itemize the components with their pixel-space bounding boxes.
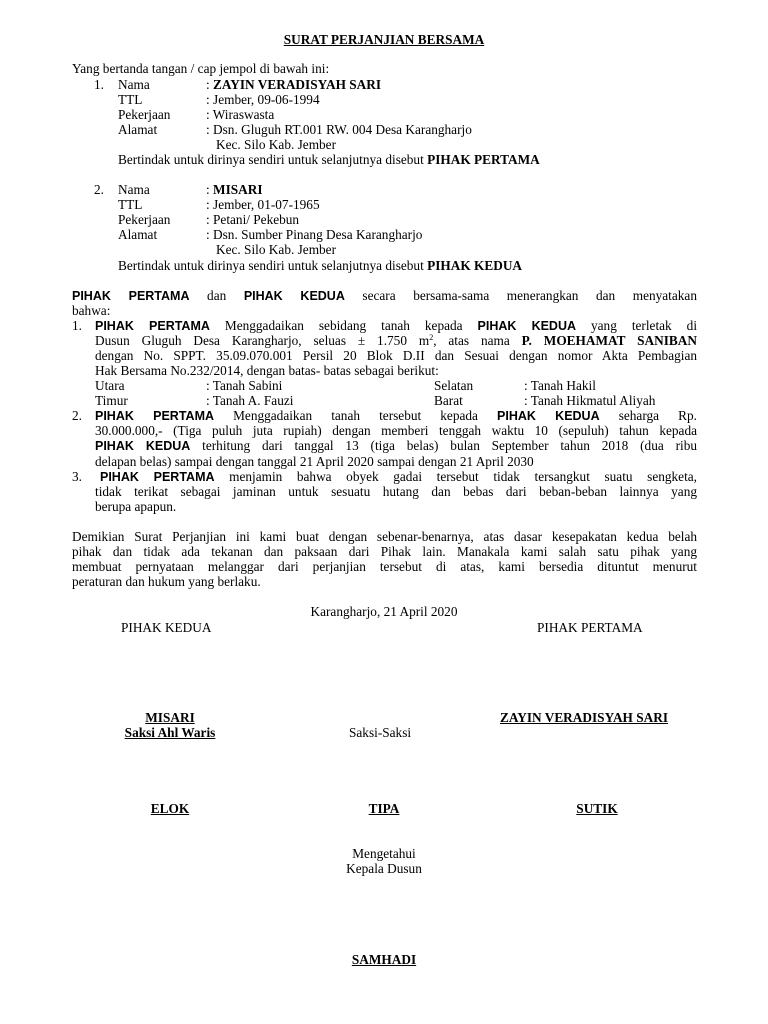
witness-tipa: TIPA — [368, 801, 400, 816]
clause-1-line-1: PIHAK PERTAMA Menggadaikan sebidang tanah kepada PIHAK KEDUA yang terletak di — [95, 318, 698, 333]
border-north-value: : Tanah Sabini — [206, 378, 283, 393]
clause-2-line-1: PIHAK PERTAMA Menggadaikan tanah tersebut kepada PIHAK KEDUA seharga Rp. — [95, 408, 697, 423]
witnesses-label: Saksi-Saksi — [349, 725, 412, 740]
clause-3-line-1: PIHAK PERTAMA menjamin bahwa obyek gadai tersebut tidak tersangkut suatu sengketa, — [100, 469, 697, 484]
left-signatory-name: MISARI — [145, 710, 195, 725]
left-role-label: PIHAK KEDUA — [121, 620, 212, 635]
party-2-address-value: : Dsn. Sumber Pinang Desa Karangharjo — [206, 227, 423, 242]
party-1-ttl-value: : Jember, 09-06-1994 — [206, 92, 320, 107]
clause-2-line-4: delapan belas) sampai dengan tanggal 21 April 2020 sampai dengan 21 April 2030 — [95, 454, 534, 469]
party-1-name-label: Nama — [118, 77, 150, 92]
party-2-role-line: Bertindak untuk dirinya sendiri untuk selanjutnya disebut PIHAK KEDUA — [118, 258, 523, 273]
right-signatory-name: ZAYIN VERADISYAH SARI — [500, 710, 668, 725]
clause-2-number: 2. — [72, 408, 82, 423]
clause-3-line-2: tidak terikat sebagai jaminan untuk sesuatu hutang dan bebas dari beban-beban lainnya yang — [95, 484, 697, 499]
border-south-value: : Tanah Hakil — [524, 378, 596, 393]
party-1-job-value: : Wiraswasta — [206, 107, 275, 122]
clause-2-line-2: 30.000.000,- (Tiga puluh juta rupiah) dengan memberi tenggah waktu 10 (sepuluh) tahun kepada — [95, 423, 697, 438]
right-role-label: PIHAK PERTAMA — [537, 620, 643, 635]
clause-1-line-3: dengan No. SPPT. 35.09.070.001 Persil 20 Blok D.II dan Sesuai dengan nomor Akta Pembagian — [95, 348, 697, 363]
party-2-ttl-label: TTL — [118, 197, 143, 212]
clause-1-number: 1. — [72, 318, 82, 333]
witness-sutik: SUTIK — [576, 801, 618, 816]
party-2-address-line2: Kec. Silo Kab. Jember — [216, 242, 337, 257]
border-west-value: : Tanah Hikmatul Aliyah — [524, 393, 656, 408]
party-1-address-value: : Dsn. Gluguh RT.001 RW. 004 Desa Karangharjo — [206, 122, 472, 137]
party-1-ttl-label: TTL — [118, 92, 143, 107]
party-2-number: 2. — [94, 182, 104, 197]
heir-witness-label: Saksi Ahl Waris — [124, 725, 216, 740]
document-title: SURAT PERJANJIAN BERSAMA — [283, 32, 485, 47]
clause-3-number: 3. — [72, 469, 82, 484]
border-west-label: Barat — [434, 393, 463, 408]
party-2-address-label: Alamat — [118, 227, 158, 242]
closing-line-1: Demikian Surat Perjanjian ini kami buat dengan sebenar-benarnya, atas dasar kesepakatan kedua belah — [72, 529, 697, 544]
party-2-name-label: Nama — [118, 182, 150, 197]
village-head-name: SAMHADI — [351, 952, 417, 967]
statement-line-2: bahwa: — [72, 303, 111, 318]
party-2-job-value: : Petani/ Pekebun — [206, 212, 300, 227]
border-east-label: Timur — [95, 393, 128, 408]
closing-line-4: peraturan dan hukum yang berlaku. — [72, 574, 261, 589]
intro-text: Yang bertanda tangan / cap jempol di bawah ini: — [72, 61, 330, 76]
border-north-label: Utara — [95, 378, 125, 393]
village-head-title: Kepala Dusun — [346, 861, 422, 876]
party-2-ttl-value: : Jember, 01-07-1965 — [206, 197, 320, 212]
closing-line-3: membuat pernyataan melanggar dari perjanjian tersebut di atas, kami bersedia dituntut menurut — [72, 559, 697, 574]
party-1-name-value: : ZAYIN VERADISYAH SARI — [206, 77, 382, 92]
clause-1-line-4: Hak Bersama No.232/2014, dengan batas- batas sebagai berikut: — [95, 363, 439, 378]
border-south-label: Selatan — [434, 378, 474, 393]
clause-1-line-2: Dusun Gluguh Desa Karangharjo, seluas ± 1.750 $m^2$, atas nama P. MOEHAMAT SANIBAN — [95, 333, 697, 348]
party-1-job-label: Pekerjaan — [118, 107, 171, 122]
clause-2-line-3: PIHAK KEDUA terhitung dari tanggal 13 (tiga belas) bulan September tahun 2018 (dua ribu — [95, 438, 697, 453]
party-1-role-line: Bertindak untuk dirinya sendiri untuk selanjutnya disebut PIHAK PERTAMA — [118, 152, 540, 167]
place-date: Karangharjo, 21 April 2020 — [310, 604, 458, 619]
acknowledged-label: Mengetahui — [352, 846, 416, 861]
party-2-name-value: : MISARI — [206, 182, 263, 197]
party-1-number: 1. — [94, 77, 104, 92]
statement-line-1: PIHAK PERTAMA dan PIHAK KEDUA secara bersama-sama menerangkan dan menyatakan — [72, 288, 697, 303]
closing-line-2: pihak dan tidak ada tekanan dan paksaan dari Pihak lain. Manakala kami salah satu pihak yang — [72, 544, 697, 559]
party-2-job-label: Pekerjaan — [118, 212, 171, 227]
party-1-address-label: Alamat — [118, 122, 158, 137]
clause-3-line-3: berupa apapun. — [95, 499, 177, 514]
border-east-value: : Tanah A. Fauzi — [206, 393, 294, 408]
witness-elok: ELOK — [150, 801, 190, 816]
party-1-address-line2: Kec. Silo Kab. Jember — [216, 137, 337, 152]
